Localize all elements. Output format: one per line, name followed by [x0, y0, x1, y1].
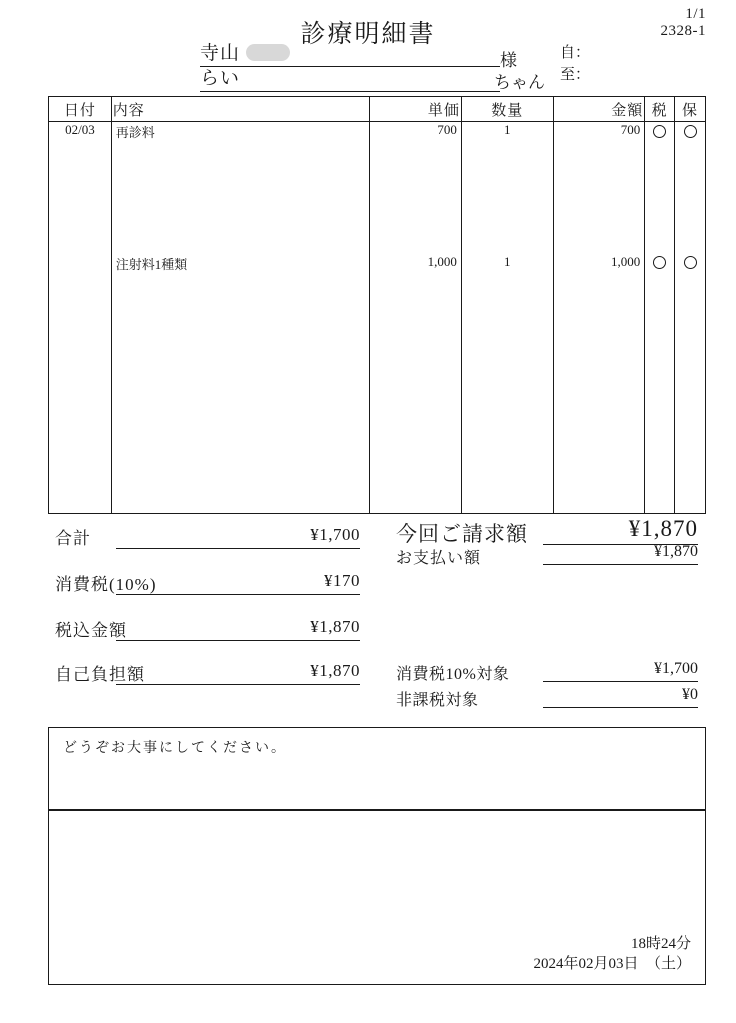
cell-empty	[645, 383, 675, 513]
note-text: どうぞお大事にしてください。	[63, 740, 287, 756]
total-label: 消費税(10%)	[55, 575, 157, 594]
honorific-secondary: ちゃん	[494, 73, 545, 92]
period-from-label: 自：	[560, 45, 591, 61]
paid-amount-value: ¥1,870	[543, 543, 698, 565]
patient-name-kana: らい	[200, 68, 241, 89]
cell-tax-mark	[645, 122, 675, 254]
tax-row-nontaxable	[396, 687, 698, 711]
total-value: ¥170	[116, 571, 360, 595]
cell-quantity: 1	[461, 254, 553, 384]
tax-value: ¥1,700	[543, 660, 698, 682]
total-row-tax-included	[55, 616, 360, 646]
cell-tax-mark	[645, 254, 675, 384]
table-header-row	[49, 97, 705, 122]
cell-quantity: 1	[461, 122, 553, 254]
cell-date	[49, 254, 111, 384]
cell-insurance-mark	[675, 254, 705, 384]
page-number-block	[661, 6, 707, 40]
column-header-insurance: 保	[675, 97, 705, 122]
cell-description: 注射料1種類	[111, 254, 369, 384]
table-row	[49, 254, 705, 384]
tax-label: 非課税対象	[396, 692, 479, 709]
tax-value: ¥0	[543, 686, 698, 708]
circle-icon	[653, 125, 666, 138]
honorific-primary: 様	[500, 51, 517, 70]
cell-empty	[111, 383, 369, 513]
patient-name-line-2	[200, 67, 500, 92]
cell-empty	[370, 383, 462, 513]
total-row-self-pay	[55, 660, 360, 690]
cell-unit-price: 1,000	[370, 254, 462, 384]
memo-box	[48, 810, 706, 985]
issue-date: 2024年02月03日 （土）	[533, 956, 691, 972]
period-to-label: 至：	[560, 67, 591, 83]
billed-amount-value: ¥1,870	[543, 516, 698, 545]
page-number: 1/1	[685, 6, 706, 22]
circle-icon	[653, 256, 666, 269]
column-header-quantity: 数量	[461, 97, 553, 122]
total-value: ¥1,700	[116, 525, 360, 549]
patient-name-line-1	[200, 42, 500, 67]
cell-empty	[675, 383, 705, 513]
total-label: 税込金額	[55, 621, 127, 640]
page-title: 診療明細書	[300, 19, 436, 48]
patient-name-primary: 寺山	[200, 43, 241, 64]
cell-empty	[553, 383, 645, 513]
total-row-subtotal	[55, 524, 360, 554]
patient-name-block	[200, 42, 500, 92]
redaction-mark	[246, 44, 290, 61]
cell-empty	[461, 383, 553, 513]
paid-amount-label: お支払い額	[396, 550, 482, 567]
column-header-date: 日付	[49, 97, 111, 122]
cell-description: 再診料	[111, 122, 369, 254]
cell-date: 02/03	[49, 122, 111, 254]
total-value: ¥1,870	[116, 661, 360, 685]
items-table	[48, 96, 706, 514]
circle-icon	[684, 256, 697, 269]
issue-time: 18時24分	[630, 936, 691, 952]
receipt-number: 2328-1	[660, 23, 706, 39]
total-value: ¥1,870	[116, 617, 360, 641]
cell-unit-price: 700	[370, 122, 462, 254]
cell-amount: 1,000	[553, 254, 645, 384]
tax-row-taxable-10	[396, 661, 698, 685]
cell-empty	[49, 383, 111, 513]
total-row-consumption-tax	[55, 570, 360, 600]
timestamp-block	[533, 934, 691, 974]
circle-icon	[684, 125, 697, 138]
cell-insurance-mark	[675, 122, 705, 254]
tax-label: 消費税10%対象	[396, 666, 510, 683]
total-label: 合計	[55, 529, 91, 548]
billed-amount-label: 今回ご請求額	[396, 522, 528, 546]
total-label: 自己負担額	[55, 665, 145, 684]
column-header-amount: 金額	[553, 97, 645, 122]
note-box	[48, 727, 706, 810]
period-block	[560, 42, 590, 86]
column-header-price: 単価	[370, 97, 462, 122]
table-empty-area	[49, 383, 705, 513]
column-header-tax: 税	[645, 97, 675, 122]
column-header-content: 内容	[111, 97, 369, 122]
cell-amount: 700	[553, 122, 645, 254]
table-row	[49, 122, 705, 254]
